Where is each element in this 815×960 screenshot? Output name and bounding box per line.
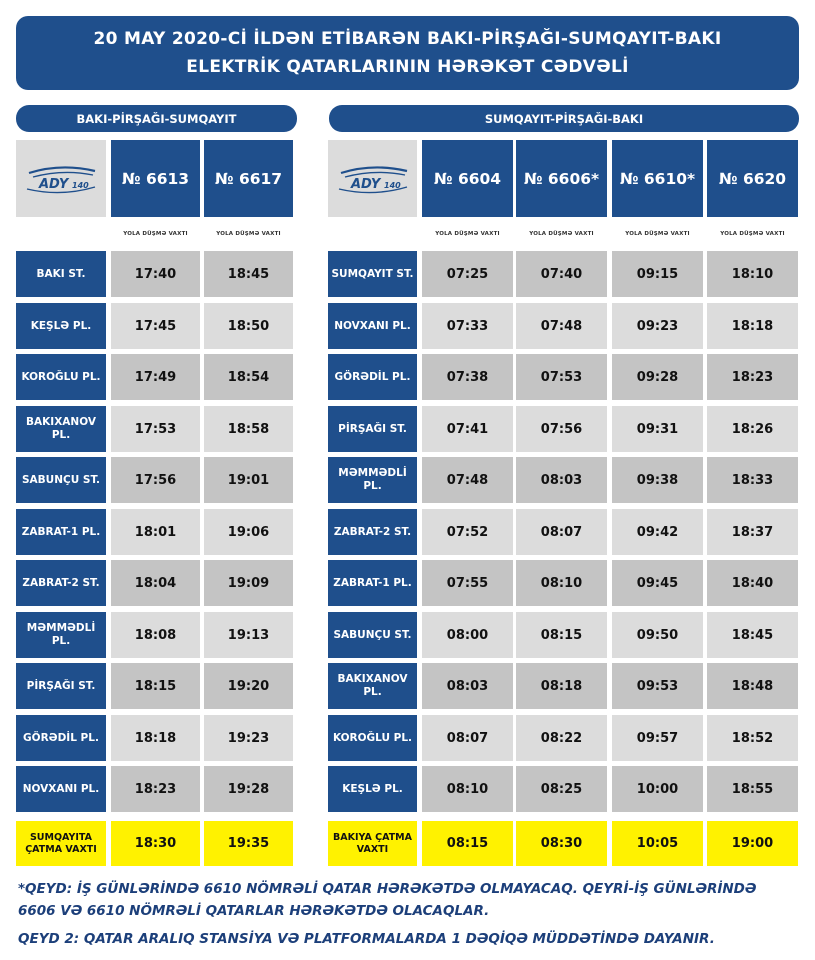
right-time-8-1: 08:18	[516, 663, 607, 709]
left-time-0-1: 18:45	[204, 251, 293, 297]
right-time-7-3: 18:45	[707, 612, 798, 658]
right-time-8-2: 09:53	[612, 663, 703, 709]
left-station-4: SABUNÇU ST.	[16, 457, 106, 503]
left-arrival-time-0: 18:30	[111, 821, 200, 866]
ady-logo-icon	[335, 159, 411, 199]
right-time-4-1: 08:03	[516, 457, 607, 503]
right-time-2-3: 18:23	[707, 354, 798, 400]
right-station-0: SUMQAYIT ST.	[328, 251, 417, 297]
right-time-0-1: 07:40	[516, 251, 607, 297]
right-time-3-3: 18:26	[707, 406, 798, 452]
left-arrival-time-1: 19:35	[204, 821, 293, 866]
right-time-1-3: 18:18	[707, 303, 798, 349]
right-time-0-0: 07:25	[422, 251, 513, 297]
right-logo-cell	[328, 140, 417, 217]
right-time-6-1: 08:10	[516, 560, 607, 606]
left-train-header-1: № 6617	[204, 140, 293, 217]
left-time-3-0: 17:53	[111, 406, 200, 452]
right-station-9: KOROĞLU PL.	[328, 715, 417, 761]
right-arrival-time-1: 08:30	[516, 821, 607, 866]
left-time-7-1: 19:13	[204, 612, 293, 658]
left-time-4-0: 17:56	[111, 457, 200, 503]
right-train-header-3: № 6620	[707, 140, 798, 217]
left-time-5-0: 18:01	[111, 509, 200, 555]
left-departure-label-0: YOLA DÜŞMƏ VAXTI	[123, 231, 188, 237]
right-time-0-3: 18:10	[707, 251, 798, 297]
right-time-5-3: 18:37	[707, 509, 798, 555]
right-time-5-0: 07:52	[422, 509, 513, 555]
right-time-7-2: 09:50	[612, 612, 703, 658]
note-1-line-1: *QEYD: İŞ GÜNLƏRİNDƏ 6610 NÖMRƏLİ QATAR HƏRƏKƏTDƏ OLMAYACAQ. QEYRİ-İŞ GÜNLƏRİNDƏ	[18, 881, 757, 897]
right-station-10: KEŞLƏ PL.	[328, 766, 417, 812]
right-station-1: NOVXANI PL.	[328, 303, 417, 349]
left-time-10-1: 19:28	[204, 766, 293, 812]
ady-logo-icon	[23, 159, 99, 199]
logo-sub-text: 140	[383, 180, 401, 190]
right-departure-label-0: YOLA DÜŞMƏ VAXTI	[435, 231, 500, 237]
right-arrival-time-2: 10:05	[612, 821, 703, 866]
right-station-2: GÖRƏDİL PL.	[328, 354, 417, 400]
left-station-7: MƏMMƏDLİ PL.	[16, 612, 106, 658]
right-time-3-2: 09:31	[612, 406, 703, 452]
title-line-1: 20 MAY 2020-Cİ İLDƏN ETİBARƏN BAKI-PİRŞAĞI-SUMQAYIT-BAKI	[93, 29, 722, 49]
right-time-4-3: 18:33	[707, 457, 798, 503]
right-time-1-0: 07:33	[422, 303, 513, 349]
left-time-9-1: 19:23	[204, 715, 293, 761]
logo-sub-text: 140	[72, 180, 89, 190]
left-departure-label-1: YOLA DÜŞMƏ VAXTI	[216, 231, 281, 237]
right-arrival-time-0: 08:15	[422, 821, 513, 866]
left-time-3-1: 18:58	[204, 406, 293, 452]
right-station-4: MƏMMƏDLİ PL.	[328, 457, 417, 503]
note-2: QEYD 2: QATAR ARALIQ STANSİYA VƏ PLATFORMALARDA 1 DƏQİQƏ MÜDDƏTİNDƏ DAYANIR.	[18, 931, 715, 947]
left-station-8: PİRŞAĞI ST.	[16, 663, 106, 709]
right-train-header-1: № 6606*	[516, 140, 607, 217]
right-time-10-0: 08:10	[422, 766, 513, 812]
left-station-9: GÖRƏDİL PL.	[16, 715, 106, 761]
left-station-10: NOVXANI PL.	[16, 766, 106, 812]
right-time-9-0: 08:07	[422, 715, 513, 761]
right-time-6-0: 07:55	[422, 560, 513, 606]
logo-text: ADY	[39, 176, 69, 192]
left-station-0: BAKI ST.	[16, 251, 106, 297]
left-time-9-0: 18:18	[111, 715, 200, 761]
left-station-5: ZABRAT-1 PL.	[16, 509, 106, 555]
right-arrival-time-3: 19:00	[707, 821, 798, 866]
note-1-line-2: 6606 VƏ 6610 NÖMRƏLİ QATARLAR HƏRƏKƏTDƏ OLACAQLAR.	[18, 903, 490, 919]
right-time-6-2: 09:45	[612, 560, 703, 606]
right-station-5: ZABRAT-2 ST.	[328, 509, 417, 555]
left-arrival-label: SUMQAYITA ÇATMA VAXTI	[16, 821, 106, 866]
left-time-6-1: 19:09	[204, 560, 293, 606]
right-time-2-0: 07:38	[422, 354, 513, 400]
right-departure-label-3: YOLA DÜŞMƏ VAXTI	[720, 231, 785, 237]
right-time-4-2: 09:38	[612, 457, 703, 503]
title-banner	[16, 16, 799, 90]
right-time-2-1: 07:53	[516, 354, 607, 400]
right-time-1-1: 07:48	[516, 303, 607, 349]
left-time-6-0: 18:04	[111, 560, 200, 606]
left-train-header-0: № 6613	[111, 140, 200, 217]
right-time-9-2: 09:57	[612, 715, 703, 761]
right-time-9-1: 08:22	[516, 715, 607, 761]
right-time-3-0: 07:41	[422, 406, 513, 452]
right-time-0-2: 09:15	[612, 251, 703, 297]
right-time-5-2: 09:42	[612, 509, 703, 555]
right-time-3-1: 07:56	[516, 406, 607, 452]
left-logo-cell	[16, 140, 106, 217]
left-time-1-1: 18:50	[204, 303, 293, 349]
left-time-0-0: 17:40	[111, 251, 200, 297]
title-line-2: ELEKTRİK QATARLARININ HƏRƏKƏT CƏDVƏLİ	[186, 57, 629, 77]
left-time-7-0: 18:08	[111, 612, 200, 658]
right-station-7: SABUNÇU ST.	[328, 612, 417, 658]
left-station-2: KOROĞLU PL.	[16, 354, 106, 400]
right-train-header-0: № 6604	[422, 140, 513, 217]
left-time-8-1: 19:20	[204, 663, 293, 709]
left-time-4-1: 19:01	[204, 457, 293, 503]
left-time-2-0: 17:49	[111, 354, 200, 400]
note-1	[18, 878, 803, 922]
right-time-10-2: 10:00	[612, 766, 703, 812]
left-time-1-0: 17:45	[111, 303, 200, 349]
right-time-2-2: 09:28	[612, 354, 703, 400]
left-station-3: BAKIXANOV PL.	[16, 406, 106, 452]
left-time-10-0: 18:23	[111, 766, 200, 812]
right-time-7-0: 08:00	[422, 612, 513, 658]
logo-text: ADY	[350, 176, 380, 192]
right-time-5-1: 08:07	[516, 509, 607, 555]
right-time-10-1: 08:25	[516, 766, 607, 812]
right-time-9-3: 18:52	[707, 715, 798, 761]
right-time-4-0: 07:48	[422, 457, 513, 503]
right-station-3: PİRŞAĞI ST.	[328, 406, 417, 452]
left-time-5-1: 19:06	[204, 509, 293, 555]
right-time-10-3: 18:55	[707, 766, 798, 812]
right-time-8-3: 18:48	[707, 663, 798, 709]
right-time-7-1: 08:15	[516, 612, 607, 658]
left-time-2-1: 18:54	[204, 354, 293, 400]
right-station-8: BAKIXANOV PL.	[328, 663, 417, 709]
left-station-1: KEŞLƏ PL.	[16, 303, 106, 349]
left-section-header: BAKI-PİRŞAĞI-SUMQAYIT	[16, 105, 297, 132]
right-time-8-0: 08:03	[422, 663, 513, 709]
right-departure-label-1: YOLA DÜŞMƏ VAXTI	[529, 231, 594, 237]
right-departure-label-2: YOLA DÜŞMƏ VAXTI	[625, 231, 690, 237]
right-arrival-label: BAKIYA ÇATMA VAXTI	[328, 821, 417, 866]
right-train-header-2: № 6610*	[612, 140, 703, 217]
right-station-6: ZABRAT-1 PL.	[328, 560, 417, 606]
left-station-6: ZABRAT-2 ST.	[16, 560, 106, 606]
right-section-header: SUMQAYIT-PİRŞAĞI-BAKI	[329, 105, 799, 132]
right-time-1-2: 09:23	[612, 303, 703, 349]
left-time-8-0: 18:15	[111, 663, 200, 709]
right-time-6-3: 18:40	[707, 560, 798, 606]
